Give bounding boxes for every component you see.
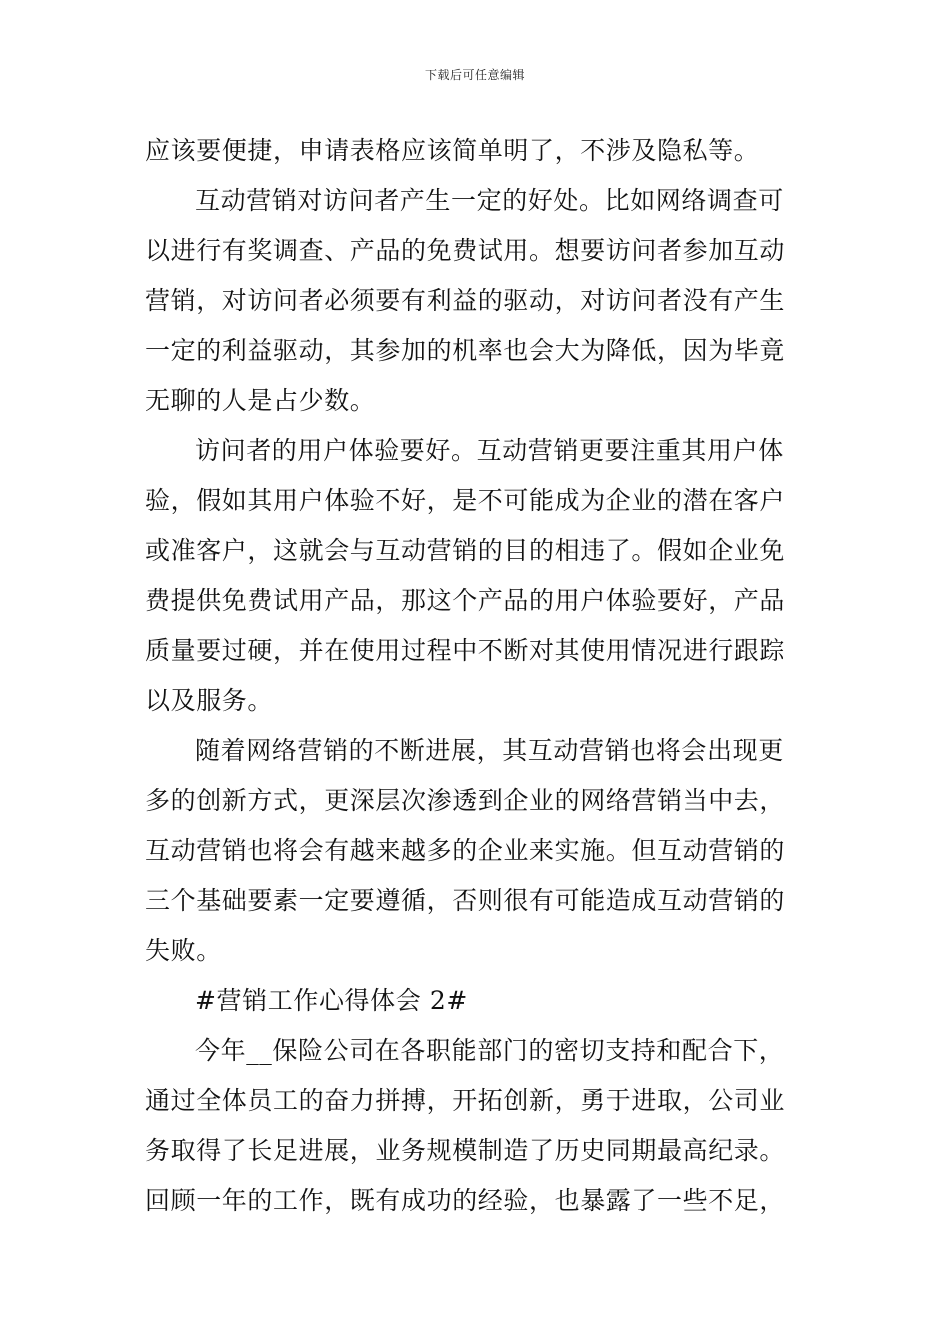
text-line: 或准客户，这就会与互动营销的目的相违了。假如企业免 [145, 536, 786, 565]
text-line: 无聊的人是占少数。 [145, 386, 376, 415]
paragraph-start-line: 随着网络营销的不断进展，其互动营销也将会出现更 [195, 736, 784, 765]
text-line: 验，假如其用户体验不好，是不可能成为企业的潜在客户 [145, 486, 786, 515]
text-line: 营销，对访问者必须要有利益的驱动，对访问者没有产生 [145, 286, 786, 315]
text-line: 费提供免费试用产品，那这个产品的用户体验要好，产品 [145, 586, 786, 615]
text-line: 应该要便捷，申请表格应该简单明了，不涉及隐私等。 [145, 136, 760, 165]
text-line: 回顾一年的工作，既有成功的经验，也暴露了一些不足， [145, 1186, 786, 1215]
text-line: 三个基础要素一定要遵循，否则很有可能造成互动营销的 [145, 886, 786, 915]
section-heading: #营销工作心得体会 2# [195, 986, 468, 1015]
paragraph-start-line: 今年__保险公司在各职能部门的密切支持和配合下， [195, 1036, 785, 1065]
text-line: 质量要过硬，并在使用过程中不断对其使用情况进行跟踪 [145, 636, 786, 665]
paragraph-start-line: 互动营销对访问者产生一定的好处。比如网络调查可 [195, 186, 784, 215]
paragraph-start-line: 访问者的用户体验要好。互动营销更要注重其用户体 [195, 436, 784, 465]
text-line: 多的创新方式，更深层次渗透到企业的网络营销当中去， [145, 786, 786, 815]
document-body [145, 126, 807, 1226]
text-line: 失败。 [145, 936, 222, 965]
header-note: 下载后可任意编辑 [424, 68, 525, 82]
text-line: 以及服务。 [145, 686, 274, 715]
text-line: 互动营销也将会有越来越多的企业来实施。但互动营销的 [145, 836, 786, 865]
text-line: 务取得了长足进展，业务规模制造了历史同期最高纪录。 [145, 1136, 786, 1165]
text-line: 通过全体员工的奋力拼搏，开拓创新，勇于进取，公司业 [145, 1086, 786, 1115]
text-line: 以进行有奖调查、产品的免费试用。想要访问者参加互动 [145, 236, 786, 265]
text-line: 一定的利益驱动，其参加的机率也会大为降低，因为毕竟 [145, 336, 786, 365]
